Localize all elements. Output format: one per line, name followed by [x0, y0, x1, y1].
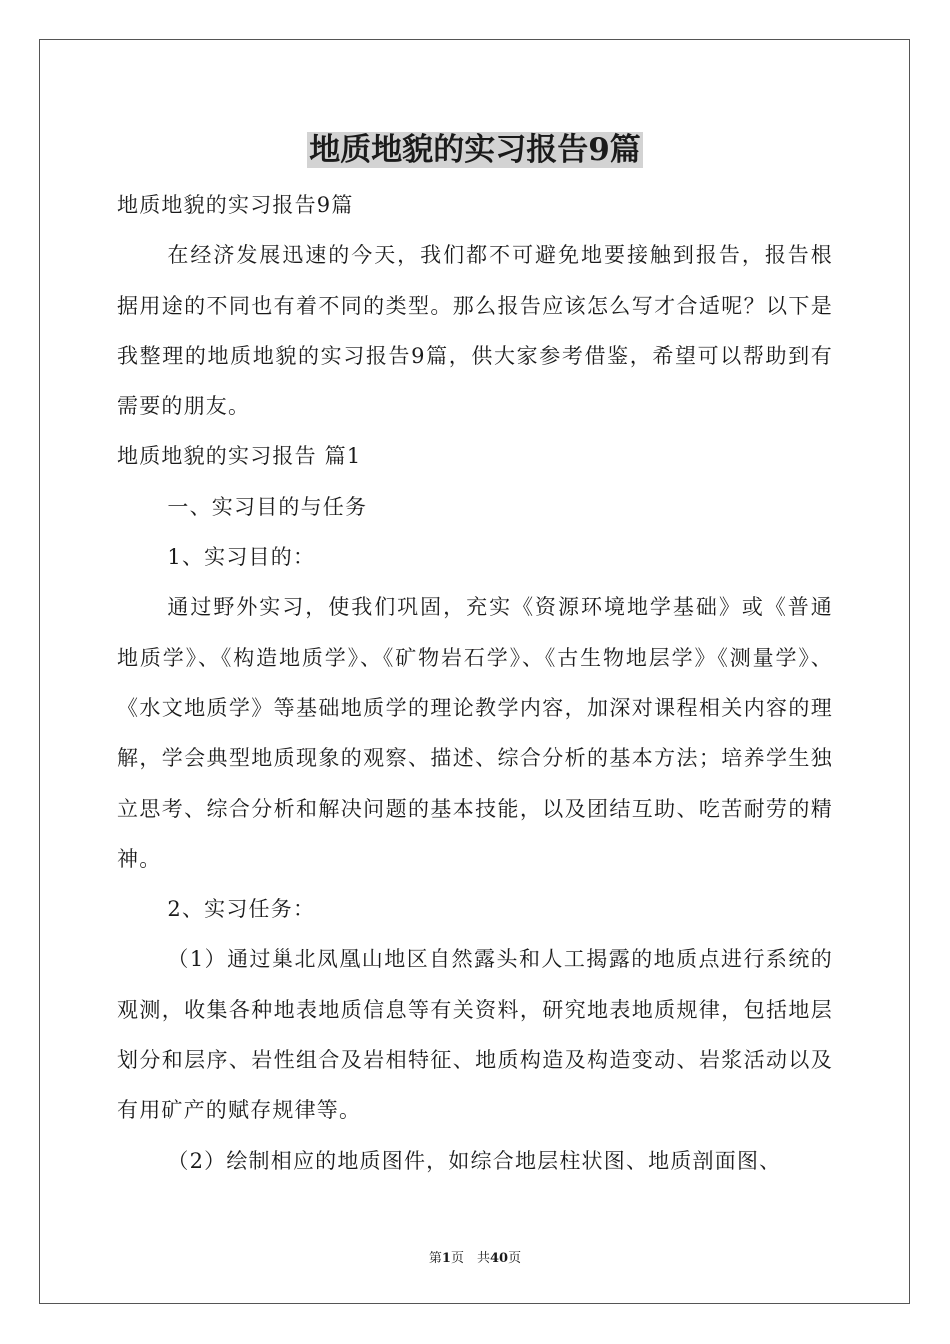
paragraph: （1）通过巢北凤凰山地区自然露头和人工揭露的地质点进行系统的观测，收集各种地表地质信息等有关资料，研究地表地质规律，包括地层划分和层序、岩性组合及岩相特征、地质构造及构造变动、岩浆活动以及有用矿产的赋存规律等。	[117, 947, 833, 1123]
paragraph: （2）绘制相应的地质图件，如综合地层柱状图、地质剖面图、	[167, 1148, 782, 1173]
paragraph: 2、实习任务：	[167, 897, 316, 922]
document-title-text: 地质地貌的实习报告9篇	[309, 132, 641, 168]
paragraph: 地质地貌的实习报告 篇1	[117, 444, 362, 469]
footer-page-number: 1	[441, 1251, 451, 1266]
document-title	[0, 126, 950, 174]
paragraph: 地质地貌的实习报告9篇	[117, 193, 354, 217]
footer-middle: 页 共	[450, 1251, 490, 1266]
document-body	[117, 180, 833, 1186]
page-footer	[0, 1247, 950, 1266]
paragraph: 1、实习目的：	[167, 545, 316, 570]
footer-prefix: 第	[428, 1251, 442, 1266]
footer-suffix: 页	[508, 1251, 522, 1266]
footer-total-pages: 40	[489, 1251, 509, 1266]
paragraph: 一、实习目的与任务	[167, 494, 368, 519]
paragraph: 通过野外实习，使我们巩固，充实《资源环境地学基础》或《普通地质学》、《构造地质学》、《矿物岩石学》、《古生物地层学》《测量学》、《水文地质学》等基础地质学的理论教学内容，加深对课程相关内容的理解，学会典型地质现象的观察、描述、综合分析的基本方法；培养学生独立思考、综合分析和解决问题的基本技能，以及团结互助、吃苦耐劳的精神。	[117, 595, 833, 871]
paragraph: 在经济发展迅速的今天，我们都不可避免地要接触到报告，报告根据用途的不同也有着不同的类型。那么报告应该怎么写才合适呢？以下是我整理的地质地貌的实习报告9篇，供大家参考借鉴，希望可以帮助到有需要的朋友。	[117, 243, 833, 419]
